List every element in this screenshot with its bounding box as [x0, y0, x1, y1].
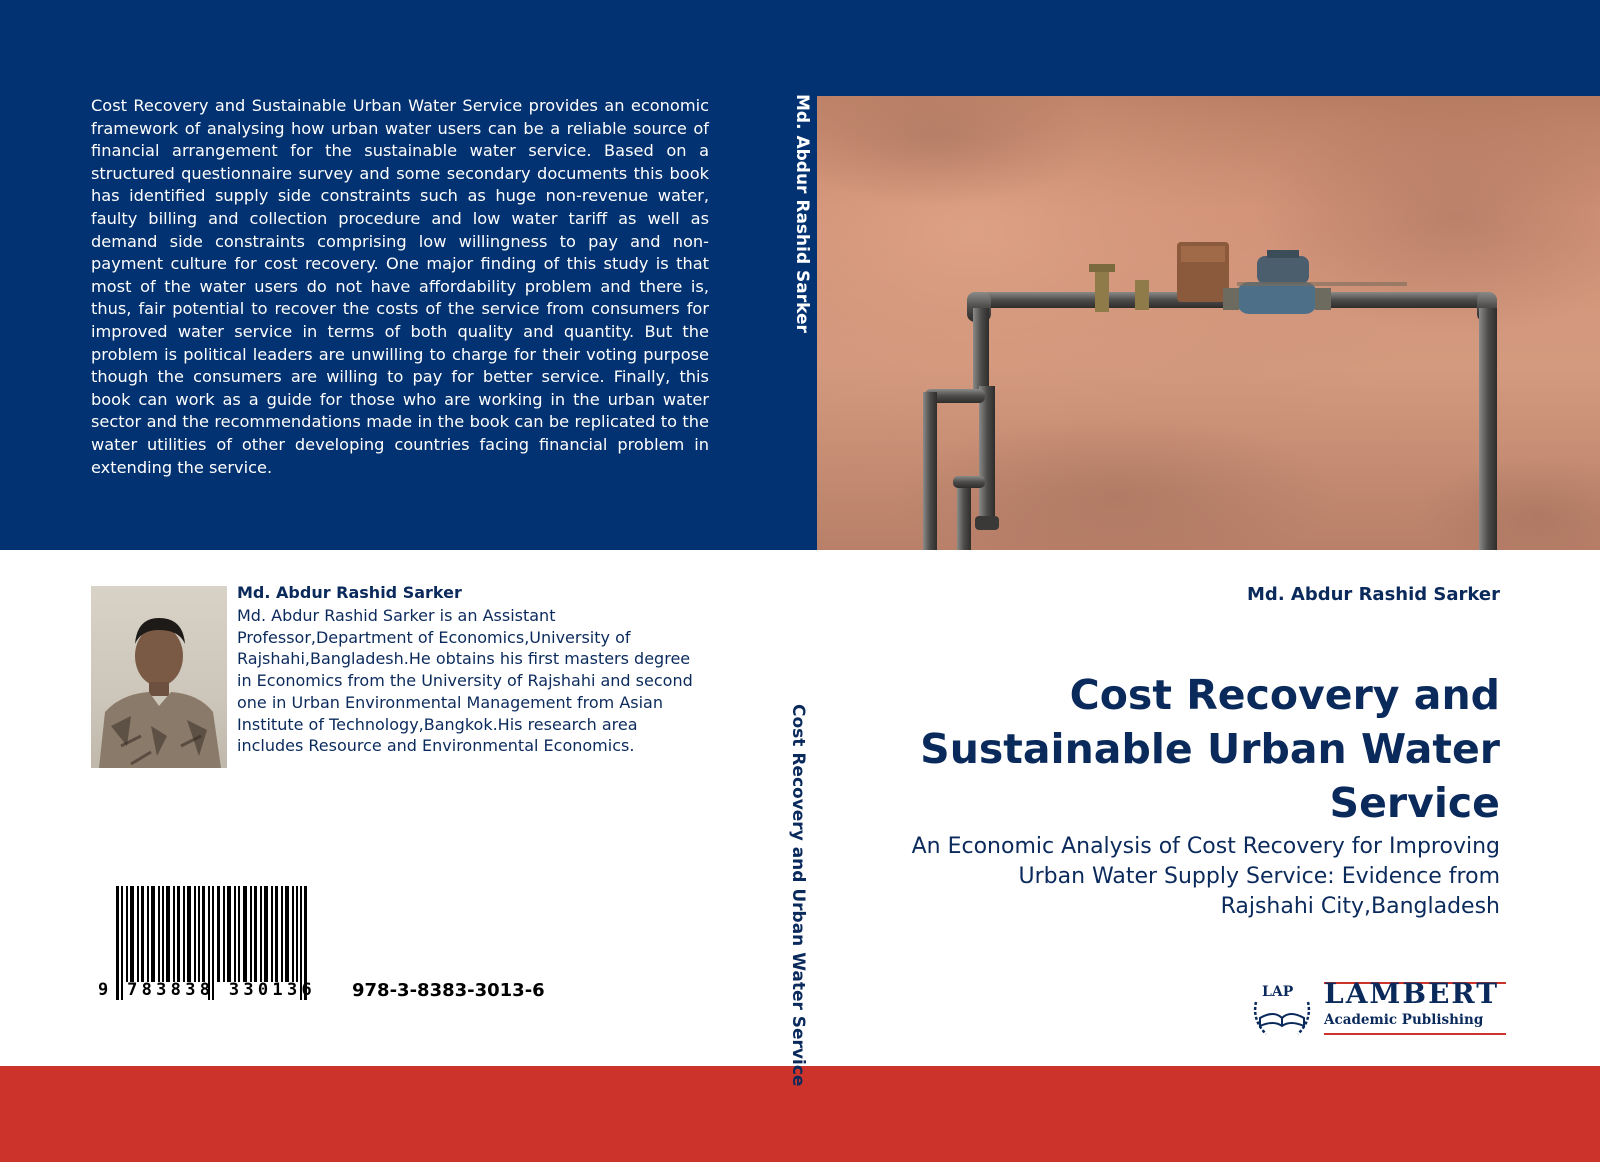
publisher-subname: Academic Publishing [1324, 1012, 1484, 1028]
author-portrait [91, 586, 227, 768]
publisher-rule-bottom [1324, 1033, 1506, 1035]
barcode-digits: 9 783838 330136 [98, 980, 317, 1000]
bio-author-name: Md. Abdur Rashid Sarker [237, 583, 462, 602]
front-author: Md. Abdur Rashid Sarker [1247, 584, 1500, 605]
title-line-3: Service [1329, 779, 1500, 827]
publisher-name: LAMBERT [1324, 977, 1500, 1010]
isbn-number: 978-3-8383-3013-6 [352, 980, 545, 1001]
spine-title: Cost Recovery and Urban Water Service [788, 704, 808, 1087]
title-line-1: Cost Recovery and [1069, 671, 1500, 719]
book-wreath-icon [1250, 980, 1316, 1040]
cover-photo-pipes [817, 96, 1600, 550]
subtitle-line-2: Urban Water Supply Service: Evidence from [1018, 864, 1500, 889]
lap-logo-text: LAP [1262, 984, 1294, 1000]
title-line-2: Sustainable Urban Water [920, 725, 1500, 773]
spine-author: Md. Abdur Rashid Sarker [792, 94, 812, 333]
book-subtitle [880, 832, 1500, 922]
subtitle-line-1: An Economic Analysis of Cost Recovery for Improving [911, 834, 1500, 859]
bio-text: Md. Abdur Rashid Sarker is an Assistant Professor,Department of Economics,University of Rajshahi,Bangladesh.He obtains his first masters degree in Economics from the University of Rajshahi and second one in Urban Environmental Management from Asian Institute of Technology,Bangkok.His research area includes Resource and Environmental Economics. [237, 606, 693, 756]
publisher-logo [1250, 977, 1510, 1036]
book-title [900, 668, 1500, 830]
back-cover-blurb: Cost Recovery and Sustainable Urban Water Service provides an economic framework of analysing how urban water users can be a reliable source of financial arrangement for the sustainable water service. Based on a structured questionnaire survey and some secondary documents this book has identified supply side constraints such as huge non-revenue water, faulty billing and collection procedure and low water tariff as well as demand side constraints comprising low willingness to pay and non-payment culture for cost recovery. One major finding of this study is that most of the water users do not have affordability problem and there is, thus, fair potential to recover the costs of the service from consumers for improved water service in terms of both quality and quantity. But the problem is political leaders are unwilling to charge for their voting purpose though the consumers are willing to pay for better service. Finally, this book can work as a guide for those who are working in the urban water sector and the recommendations made in the book can be replicated to the water utilities of other developing countries facing financial problem in extending the service. [91, 96, 709, 477]
subtitle-line-3: Rajshahi City,Bangladesh [1220, 894, 1500, 919]
pipes-illustration [817, 96, 1600, 550]
author-photo [91, 586, 227, 768]
